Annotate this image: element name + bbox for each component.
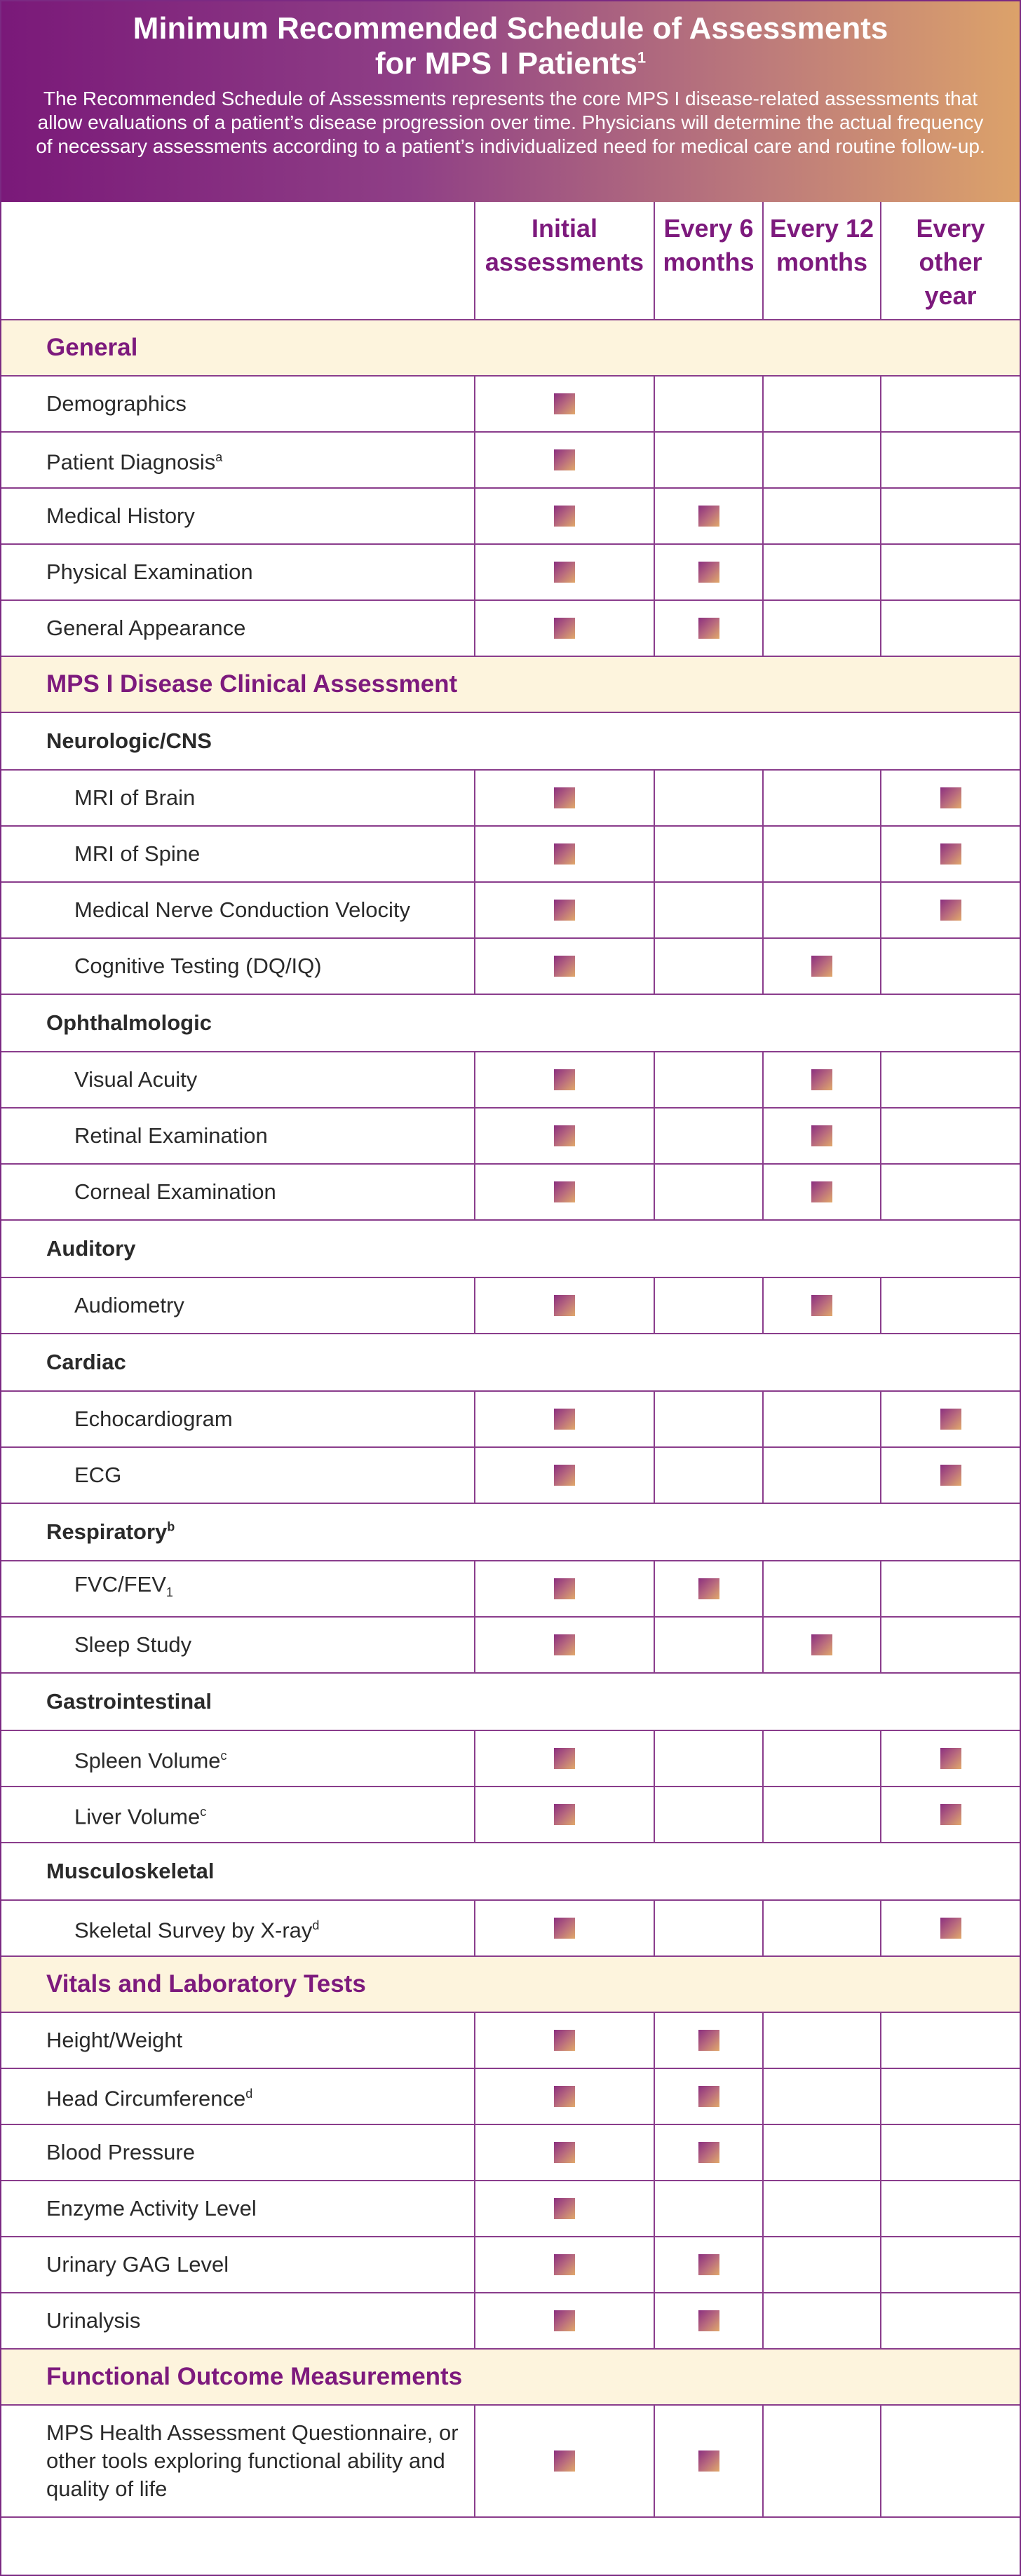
subsection-title: Musculoskeletal	[1, 1843, 1020, 1900]
schedule-cell-every-other-year	[881, 1730, 1020, 1787]
page-description: The Recommended Schedule of Assessments represents the core MPS I disease-related assessments that allow evaluations of a patient’s disease progression over time. Physicians will determine the actual frequency of necessary assessments according to a patient’s individualized need for medical care and routine follow-up.	[36, 88, 985, 157]
schedule-cell-initial	[475, 1447, 654, 1503]
table-row	[1, 882, 1020, 938]
schedule-cell-every-12-months	[763, 770, 881, 826]
schedule-cell-every-6-months	[654, 1277, 763, 1334]
schedule-cell-every-other-year	[881, 1447, 1020, 1503]
assessment-label: Cognitive Testing (DQ/IQ)	[1, 938, 475, 994]
schedule-mark-icon	[554, 1918, 575, 1939]
subsection-header-row	[1, 1334, 1020, 1391]
schedule-mark-icon	[554, 1409, 575, 1430]
schedule-mark-icon	[554, 843, 575, 865]
schedule-cell-initial	[475, 488, 654, 544]
schedule-mark-icon	[940, 900, 961, 921]
schedule-mark-icon	[554, 1465, 575, 1486]
schedule-cell-every-other-year	[881, 882, 1020, 938]
schedule-cell-every-6-months	[654, 1164, 763, 1220]
assessment-label: Head Circumference$^d$	[1, 2068, 475, 2124]
schedule-mark-icon	[554, 1748, 575, 1769]
section-header-row	[1, 656, 1020, 712]
subsection-header-row	[1, 994, 1020, 1052]
schedule-mark-icon	[811, 1181, 832, 1202]
subscript: 1	[165, 1585, 173, 1600]
assessment-label: Height/Weight	[1, 2012, 475, 2068]
schedule-mark-icon	[940, 1918, 961, 1939]
section-title: General	[1, 320, 1020, 376]
schedule-cell-every-other-year	[881, 1561, 1020, 1617]
schedule-cell-every-12-months	[763, 2068, 881, 2124]
schedule-mark-icon	[811, 956, 832, 977]
schedule-cell-every-12-months	[763, 826, 881, 882]
schedule-cell-every-12-months	[763, 2181, 881, 2237]
schedule-cell-every-12-months	[763, 1730, 881, 1787]
schedule-mark-icon	[940, 843, 961, 865]
schedule-mark-icon	[554, 1069, 575, 1090]
schedule-cell-every-6-months	[654, 544, 763, 600]
schedule-cell-every-12-months	[763, 1277, 881, 1334]
schedule-cell-every-6-months	[654, 2124, 763, 2181]
table-row	[1, 770, 1020, 826]
schedule-mark-icon	[698, 2030, 719, 2051]
schedule-mark-icon	[698, 2086, 719, 2107]
schedule-cell-every-other-year	[881, 1277, 1020, 1334]
schedule-mark-icon	[940, 1465, 961, 1486]
subsection-title: Respiratory$^b$	[1, 1503, 1020, 1561]
schedule-cell-initial	[475, 770, 654, 826]
section-header-row	[1, 1956, 1020, 2012]
table-row	[1, 2181, 1020, 2237]
schedule-cell-every-12-months	[763, 1900, 881, 1956]
schedule-cell-every-12-months	[763, 488, 881, 544]
schedule-mark-icon	[554, 1804, 575, 1825]
section-header-row	[1, 320, 1020, 376]
subsection-title: Gastrointestinal	[1, 1673, 1020, 1730]
schedule-cell-every-6-months	[654, 1730, 763, 1787]
schedule-cell-every-6-months	[654, 488, 763, 544]
schedule-mark-icon	[554, 2142, 575, 2163]
schedule-cell-every-6-months	[654, 600, 763, 656]
schedule-cell-every-6-months	[654, 1108, 763, 1164]
schedule-cell-every-6-months	[654, 1787, 763, 1843]
footnote-ref: d	[312, 1918, 320, 1933]
schedule-mark-icon	[698, 2450, 719, 2472]
schedule-cell-every-6-months	[654, 882, 763, 938]
subsection-header-row	[1, 712, 1020, 770]
assessment-label: Visual Acuity	[1, 1052, 475, 1108]
table-row	[1, 488, 1020, 544]
assessment-label: MRI of Brain	[1, 770, 475, 826]
assessment-label: Urinary GAG Level	[1, 2237, 475, 2293]
schedule-cell-every-other-year	[881, 600, 1020, 656]
schedule-cell-every-other-year	[881, 826, 1020, 882]
table-row	[1, 2293, 1020, 2349]
schedule-cell-every-12-months	[763, 544, 881, 600]
assessment-label: General Appearance	[1, 600, 475, 656]
schedule-cell-initial	[475, 2124, 654, 2181]
table-body	[1, 320, 1020, 2517]
schedule-cell-every-other-year	[881, 938, 1020, 994]
column-header-every-other-year: Every other year	[881, 202, 1020, 320]
schedule-mark-icon	[554, 2086, 575, 2107]
schedule-cell-every-12-months	[763, 2405, 881, 2517]
schedule-mark-icon	[554, 506, 575, 527]
schedule-cell-every-other-year	[881, 376, 1020, 432]
column-header-every-12-months: Every 12 months	[763, 202, 881, 320]
schedule-cell-initial	[475, 826, 654, 882]
schedule-mark-icon	[554, 1578, 575, 1599]
schedule-mark-icon	[811, 1295, 832, 1316]
schedule-mark-icon	[698, 2142, 719, 2163]
assessment-label: FVC/$FEV_1$	[1, 1561, 475, 1617]
schedule-cell-every-other-year	[881, 488, 1020, 544]
schedule-cell-every-12-months	[763, 2237, 881, 2293]
schedule-mark-icon	[698, 2254, 719, 2275]
schedule-cell-initial	[475, 2012, 654, 2068]
schedule-cell-initial	[475, 1617, 654, 1673]
subsection-header-row	[1, 1503, 1020, 1561]
schedule-cell-every-6-months	[654, 1052, 763, 1108]
assessment-schedule-table	[1, 202, 1020, 2518]
schedule-cell-every-6-months	[654, 2293, 763, 2349]
schedule-cell-initial	[475, 2068, 654, 2124]
column-header-initial: Initial assessments	[475, 202, 654, 320]
assessment-label: Medical History	[1, 488, 475, 544]
schedule-cell-every-other-year	[881, 1787, 1020, 1843]
subsection-header-row	[1, 1673, 1020, 1730]
assessment-label: Medical Nerve Conduction Velocity	[1, 882, 475, 938]
subsection-title: Neurologic/CNS	[1, 712, 1020, 770]
schedule-cell-initial	[475, 1277, 654, 1334]
schedule-mark-icon	[554, 562, 575, 583]
schedule-cell-every-other-year	[881, 2293, 1020, 2349]
table-row	[1, 1447, 1020, 1503]
schedule-cell-every-other-year	[881, 432, 1020, 488]
schedule-cell-every-6-months	[654, 1561, 763, 1617]
table-row	[1, 938, 1020, 994]
assessment-label: Audiometry	[1, 1277, 475, 1334]
subsection-title: Ophthalmologic	[1, 994, 1020, 1052]
schedule-cell-initial	[475, 2181, 654, 2237]
schedule-cell-every-12-months	[763, 2012, 881, 2068]
title-footnote-ref: 1	[637, 48, 647, 67]
schedule-cell-every-12-months	[763, 1391, 881, 1447]
schedule-cell-every-12-months	[763, 2124, 881, 2181]
schedule-cell-initial	[475, 1108, 654, 1164]
schedule-mark-icon	[698, 1578, 719, 1599]
table-row	[1, 1617, 1020, 1673]
schedule-cell-initial	[475, 2237, 654, 2293]
schedule-mark-icon	[554, 2310, 575, 2331]
subsection-header-row	[1, 1843, 1020, 1900]
assessment-label: Corneal Examination	[1, 1164, 475, 1220]
schedule-cell-every-12-months	[763, 1617, 881, 1673]
assessment-label: ECG	[1, 1447, 475, 1503]
schedule-cell-every-12-months	[763, 432, 881, 488]
schedule-cell-initial	[475, 1900, 654, 1956]
schedule-mark-icon	[940, 1748, 961, 1769]
schedule-mark-icon	[940, 1409, 961, 1430]
schedule-cell-initial	[475, 1787, 654, 1843]
schedule-cell-every-12-months	[763, 600, 881, 656]
footnote-ref: c	[220, 1749, 227, 1763]
schedule-mark-icon	[698, 618, 719, 639]
schedule-cell-every-12-months	[763, 1447, 881, 1503]
table-row	[1, 600, 1020, 656]
assessment-label: Echocardiogram	[1, 1391, 475, 1447]
schedule-cell-initial	[475, 432, 654, 488]
schedule-cell-every-12-months	[763, 882, 881, 938]
schedule-cell-every-6-months	[654, 1900, 763, 1956]
schedule-mark-icon	[940, 1804, 961, 1825]
schedule-mark-icon	[554, 2254, 575, 2275]
schedule-cell-every-other-year	[881, 1108, 1020, 1164]
schedule-cell-initial	[475, 376, 654, 432]
schedule-cell-every-6-months	[654, 2012, 763, 2068]
table-row	[1, 2012, 1020, 2068]
title-line-2: for MPS I Patients	[374, 46, 637, 81]
schedule-mark-icon	[940, 787, 961, 808]
table-row	[1, 826, 1020, 882]
schedule-mark-icon	[554, 900, 575, 921]
schedule-cell-every-other-year	[881, 2405, 1020, 2517]
table-row	[1, 1052, 1020, 1108]
schedule-cell-every-6-months	[654, 2068, 763, 2124]
schedule-mark-icon	[554, 956, 575, 977]
schedule-cell-every-12-months	[763, 1052, 881, 1108]
schedule-mark-icon	[554, 1295, 575, 1316]
table-row	[1, 1164, 1020, 1220]
table-row	[1, 432, 1020, 488]
table-row	[1, 2068, 1020, 2124]
schedule-cell-every-6-months	[654, 376, 763, 432]
schedule-mark-icon	[554, 393, 575, 414]
footnote-ref: a	[215, 450, 223, 465]
schedule-cell-initial	[475, 938, 654, 994]
schedule-cell-every-other-year	[881, 770, 1020, 826]
schedule-cell-initial	[475, 1730, 654, 1787]
schedule-mark-icon	[698, 2310, 719, 2331]
assessment-label: Urinalysis	[1, 2293, 475, 2349]
table-row	[1, 1561, 1020, 1617]
table-row	[1, 376, 1020, 432]
assessment-label: Patient Diagnosis$^a$	[1, 432, 475, 488]
assessment-label: Sleep Study	[1, 1617, 475, 1673]
subsection-title: Auditory	[1, 1220, 1020, 1277]
schedule-mark-icon	[811, 1069, 832, 1090]
assessment-label: Physical Examination	[1, 544, 475, 600]
schedule-cell-every-6-months	[654, 2181, 763, 2237]
assessment-label: Blood Pressure	[1, 2124, 475, 2181]
schedule-cell-initial	[475, 1052, 654, 1108]
schedule-cell-every-other-year	[881, 2124, 1020, 2181]
table-row	[1, 2237, 1020, 2293]
page-title	[29, 11, 992, 81]
schedule-cell-every-12-months	[763, 1164, 881, 1220]
table-row	[1, 2124, 1020, 2181]
schedule-cell-every-other-year	[881, 544, 1020, 600]
schedule-mark-icon	[554, 1125, 575, 1146]
schedule-cell-every-other-year	[881, 2012, 1020, 2068]
schedule-cell-every-6-months	[654, 770, 763, 826]
schedule-cell-every-6-months	[654, 2237, 763, 2293]
schedule-cell-initial	[475, 1561, 654, 1617]
schedule-cell-initial	[475, 544, 654, 600]
footnote-ref: b	[167, 1519, 175, 1534]
table-row	[1, 1730, 1020, 1787]
schedule-mark-icon	[698, 506, 719, 527]
column-header-assessment	[1, 202, 475, 320]
assessment-label: Retinal Examination	[1, 1108, 475, 1164]
footnote-ref: c	[200, 1805, 207, 1819]
schedule-cell-every-other-year	[881, 2181, 1020, 2237]
title-line-1: Minimum Recommended Schedule of Assessments	[133, 11, 888, 46]
subsection-header-row	[1, 1220, 1020, 1277]
schedule-cell-every-other-year	[881, 1164, 1020, 1220]
schedule-mark-icon	[554, 2198, 575, 2219]
subsection-title: Cardiac	[1, 1334, 1020, 1391]
schedule-cell-initial	[475, 600, 654, 656]
assessment-label: Spleen Volume$^c$	[1, 1730, 475, 1787]
table-header-row	[1, 202, 1020, 320]
schedule-cell-every-12-months	[763, 376, 881, 432]
page-header	[1, 1, 1020, 202]
assessment-label: Demographics	[1, 376, 475, 432]
schedule-mark-icon	[554, 449, 575, 470]
schedule-cell-every-6-months	[654, 1447, 763, 1503]
schedule-cell-every-12-months	[763, 1108, 881, 1164]
schedule-mark-icon	[554, 1634, 575, 1655]
schedule-mark-icon	[554, 1181, 575, 1202]
section-header-row	[1, 2349, 1020, 2405]
schedule-cell-initial	[475, 1391, 654, 1447]
schedule-mark-icon	[811, 1634, 832, 1655]
table-row	[1, 1787, 1020, 1843]
schedule-cell-initial	[475, 1164, 654, 1220]
section-title: MPS I Disease Clinical Assessment	[1, 656, 1020, 712]
schedule-mark-icon	[554, 787, 575, 808]
table-row	[1, 1277, 1020, 1334]
section-title: Vitals and Laboratory Tests	[1, 1956, 1020, 2012]
schedule-cell-every-6-months	[654, 432, 763, 488]
schedule-mark-icon	[554, 2450, 575, 2472]
schedule-mark-icon	[698, 562, 719, 583]
table-row	[1, 544, 1020, 600]
column-header-every-6-months: Every 6 months	[654, 202, 763, 320]
schedule-cell-every-12-months	[763, 2293, 881, 2349]
schedule-cell-every-other-year	[881, 2237, 1020, 2293]
assessment-label: Liver Volume$^c$	[1, 1787, 475, 1843]
section-title: Functional Outcome Measurements	[1, 2349, 1020, 2405]
schedule-cell-every-other-year	[881, 1391, 1020, 1447]
assessment-label: MRI of Spine	[1, 826, 475, 882]
schedule-cell-every-6-months	[654, 826, 763, 882]
table-row	[1, 1391, 1020, 1447]
assessment-label: Enzyme Activity Level	[1, 2181, 475, 2237]
schedule-cell-every-6-months	[654, 938, 763, 994]
schedule-cell-every-6-months	[654, 1617, 763, 1673]
schedule-cell-initial	[475, 882, 654, 938]
schedule-cell-every-other-year	[881, 1617, 1020, 1673]
schedule-cell-every-6-months	[654, 2405, 763, 2517]
schedule-cell-initial	[475, 2293, 654, 2349]
schedule-cell-every-other-year	[881, 1052, 1020, 1108]
schedule-cell-every-other-year	[881, 2068, 1020, 2124]
assessment-label: MPS Health Assessment Questionnaire, or other tools exploring functional ability and quality of life	[1, 2405, 475, 2517]
schedule-cell-every-12-months	[763, 938, 881, 994]
schedule-mark-icon	[554, 618, 575, 639]
schedule-cell-initial	[475, 2405, 654, 2517]
schedule-mark-icon	[811, 1125, 832, 1146]
assessment-label: Skeletal Survey by X-ray$^d$	[1, 1900, 475, 1956]
schedule-cell-every-6-months	[654, 1391, 763, 1447]
schedule-cell-every-12-months	[763, 1787, 881, 1843]
schedule-mark-icon	[554, 2030, 575, 2051]
schedule-cell-every-12-months	[763, 1561, 881, 1617]
schedule-cell-every-other-year	[881, 1900, 1020, 1956]
footnote-ref: d	[245, 2087, 253, 2101]
table-row	[1, 1108, 1020, 1164]
table-row	[1, 1900, 1020, 1956]
table-row	[1, 2405, 1020, 2517]
